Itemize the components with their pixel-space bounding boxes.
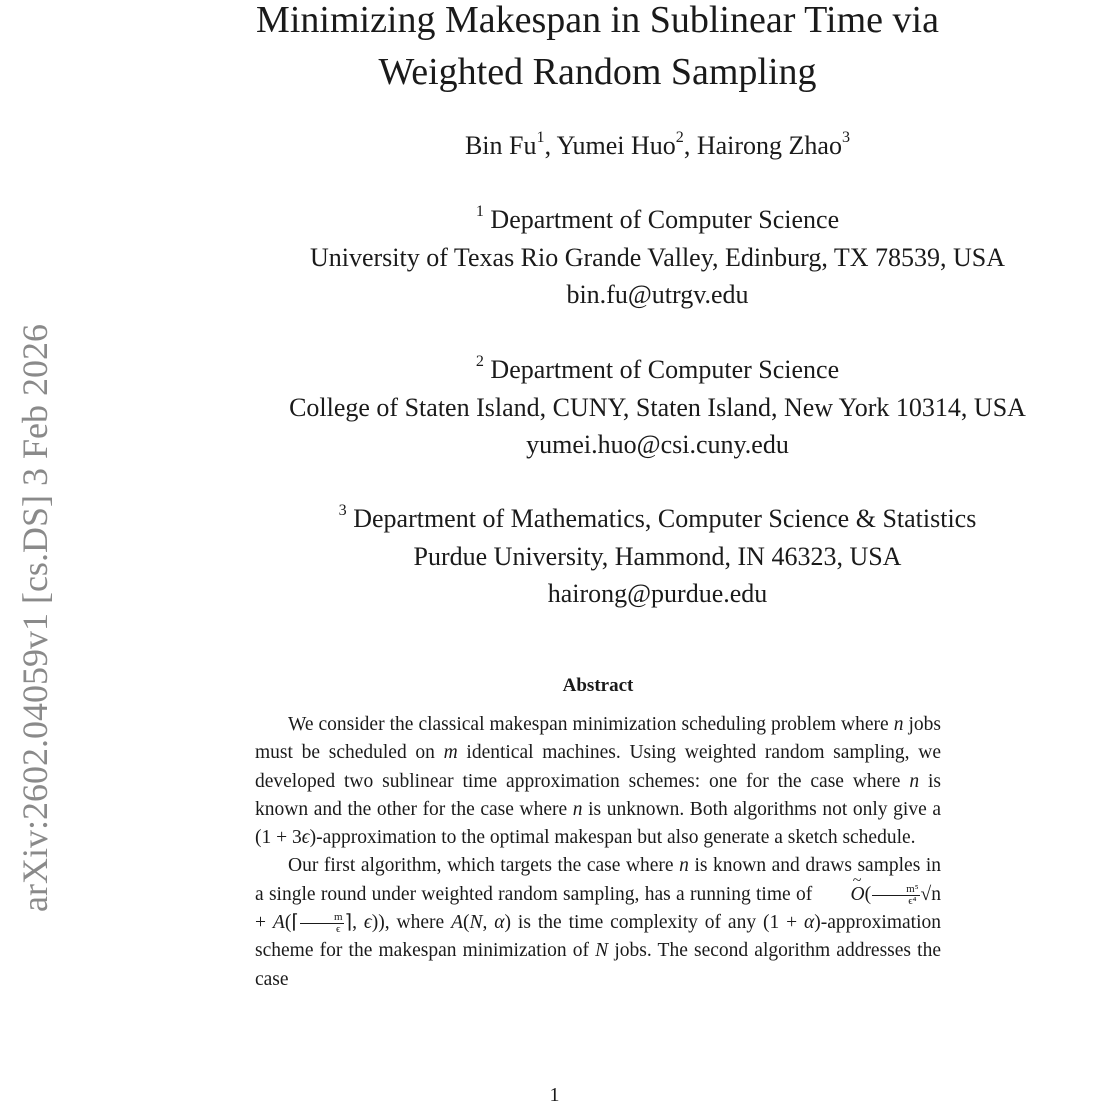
affiliation-department: $^1$ Department of Computer Science: [475, 202, 840, 234]
affiliation-department: $^3$ Department of Mathematics, Computer Science & Statistics: [338, 501, 977, 533]
affiliation-2: [200, 351, 1109, 464]
abstract-body: [255, 711, 941, 994]
affiliation-email: yumei.huo@csi.cuny.edu: [526, 430, 789, 459]
fraction-m-eps: $\frac{m}{\epsilon}$: [300, 912, 344, 935]
author-name: Bin Fu: [464, 131, 537, 160]
affiliation-institution: College of Staten Island, CUNY, Staten Island, New York 10314, USA: [289, 392, 1026, 422]
author-name: Yumei Huo: [556, 131, 676, 160]
paper-title: [150, 0, 1045, 98]
affiliation-3: [200, 500, 1109, 613]
author-mark: 2: [675, 128, 684, 146]
affiliation-institution: Purdue University, Hammond, IN 46323, USA: [413, 541, 902, 571]
abstract-paragraph-2: Our first algorithm, which targets the case where n is known and draws samples in a single round under weighted random sampling, has a running time of ~ O( $\frac{\text{m⁵}}{\text{ϵ⁴}}$ √n + A(⌈ $\frac{m}{\epsilon}$ ⌉, ϵ)), where A(N, α) is the time complexity of any (1 + α)-approximation scheme for the makespan minimization of N jobs. The second algorithm addresses the case: [255, 852, 941, 993]
title-line-2: Weighted Random Sampling: [378, 51, 817, 93]
affiliation-mark: 1: [475, 202, 484, 220]
title-line-1: Minimizing Makespan in Sublinear Time via: [256, 0, 939, 41]
author-list: Bin Fu$^1$, Yumei Huo$^2$, Hairong Zhao$^3$: [464, 128, 851, 160]
tilde-o-symbol: ~ O: [818, 881, 865, 909]
affiliation-email: hairong@purdue.edu: [547, 579, 768, 608]
affiliation-mark: 2: [475, 352, 484, 370]
affiliation-department: $^2$ Department of Computer Science: [475, 352, 840, 384]
affiliation-mark: 3: [338, 501, 347, 519]
page-number: 1: [549, 1084, 560, 1106]
abstract-heading: Abstract: [562, 675, 634, 696]
author-name: Hairong Zhao: [696, 131, 842, 160]
author-mark: 3: [841, 128, 851, 146]
arxiv-identifier: arXiv:2602.04059v1 [cs.DS] 3 Feb 2026: [15, 324, 55, 912]
sqrt-n: √n: [920, 883, 941, 905]
affiliation-institution: University of Texas Rio Grande Valley, Edinburg, TX 78539, USA: [309, 242, 1006, 272]
author-mark: 1: [536, 128, 545, 146]
fraction-m5-eps4: $\frac{\text{m⁵}}{\text{ϵ⁴}}$: [872, 884, 919, 907]
affiliation-email: bin.fu@utrgv.edu: [566, 280, 749, 309]
affiliation-1: [200, 201, 1109, 314]
abstract-paragraph-1: We consider the classical makespan minimization scheduling problem where n jobs must be scheduled on m identical machines. Using weighted random sampling, we developed two sublinear time approximation schemes: one for the case where n is known and the other for the case where n is unknown. Both algorithms not only give a (1 + 3ϵ)-approximation to the optimal makespan but also generate a sketch schedule.: [255, 714, 941, 849]
